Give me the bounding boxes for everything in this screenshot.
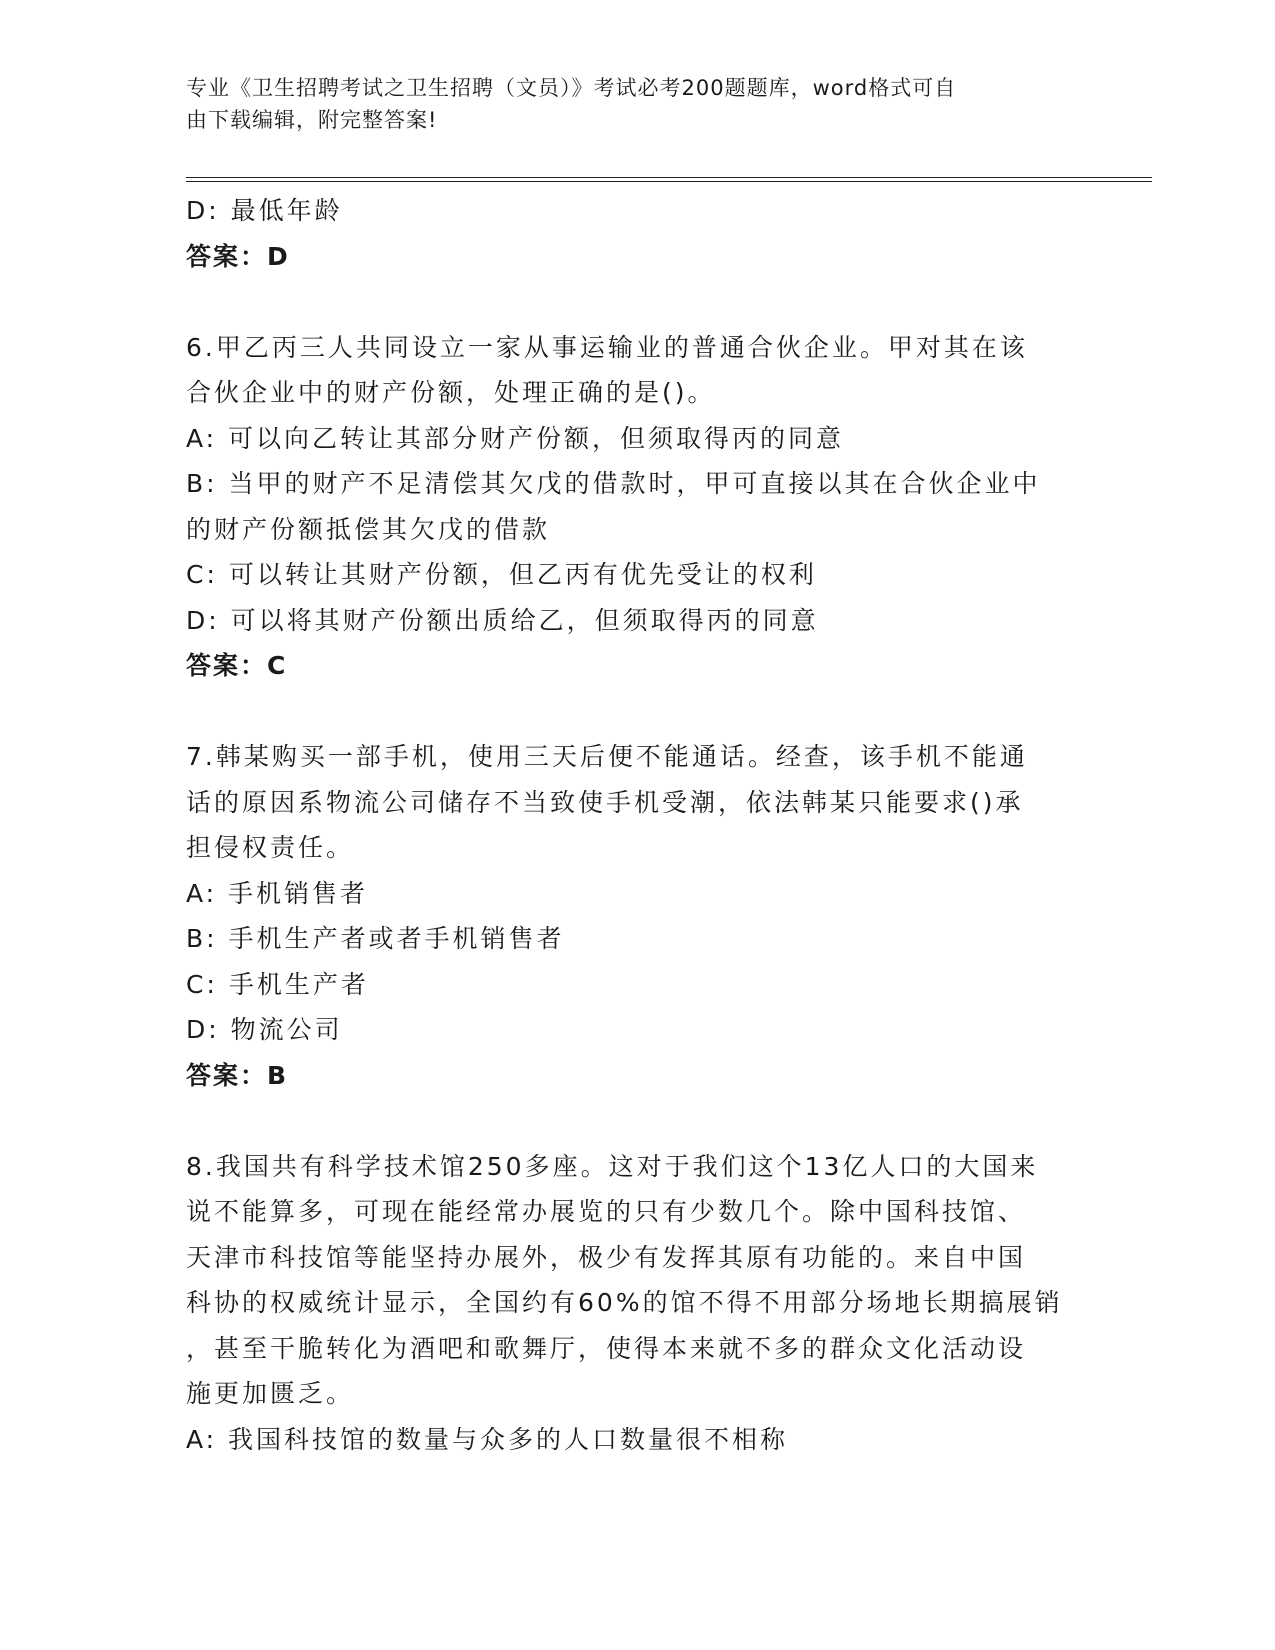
q7-option-c: C: 手机生产者 xyxy=(186,969,369,999)
q7-stem-line-3: 担侵权责任。 xyxy=(186,833,355,862)
q7-stem-line-1: 7.韩某购买一部手机，使用三天后便不能通话。经查，该手机不能通 xyxy=(186,742,1028,771)
q8-stem-line-6: 施更加匮乏。 xyxy=(186,1379,355,1408)
prev-answer: 答案：D xyxy=(186,241,290,271)
q6-stem-line-2: 合伙企业中的财产份额，处理正确的是()。 xyxy=(186,378,716,407)
header-line-2: 由下载编辑，附完整答案! xyxy=(186,108,438,132)
q8-stem-line-2: 说不能算多，可现在能经常办展览的只有少数几个。除中国科技馆、 xyxy=(186,1197,1027,1226)
header-divider-bottom xyxy=(186,181,1152,182)
q6-option-b-line-2: 的财产份额抵偿其欠戊的借款 xyxy=(186,514,551,544)
q8-stem-line-3: 天津市科技馆等能坚持办展外，极少有发挥其原有功能的。来自中国 xyxy=(186,1242,1027,1272)
q8-stem-line-4: 科协的权威统计显示，全国约有60%的馆不得不用部分场地长期搞展销 xyxy=(186,1288,1063,1317)
spacer xyxy=(186,1098,1086,1144)
q7-stem-line-2: 话的原因系物流公司储存不当致使手机受潮，依法韩某只能要求()承 xyxy=(186,787,1024,817)
document-header xyxy=(186,72,1066,136)
q6-option-d: D: 可以将其财产份额出质给乙，但须取得丙的同意 xyxy=(186,605,819,635)
document-body xyxy=(186,188,1086,1462)
q8-stem-line-5: ，甚至干脆转化为酒吧和歌舞厅，使得本来就不多的群众文化活动设 xyxy=(186,1333,1027,1363)
spacer xyxy=(186,689,1086,735)
q8-stem-line-1: 8.我国共有科学技术馆250多座。这对于我们这个13亿人口的大国来 xyxy=(186,1151,1039,1181)
q6-option-b-line-1: B: 当甲的财产不足清偿其欠戊的借款时，甲可直接以其在合伙企业中 xyxy=(186,469,1041,498)
q7-option-a: A: 手机销售者 xyxy=(186,878,369,908)
spacer xyxy=(186,279,1086,325)
header-line-1: 专业《卫生招聘考试之卫生招聘（文员）》考试必考200题题库，word格式可自 xyxy=(186,76,957,100)
q7-option-b: B: 手机生产者或者手机销售者 xyxy=(186,924,565,953)
prev-option-d: D: 最低年龄 xyxy=(186,196,343,225)
q6-option-a: A: 可以向乙转让其部分财产份额，但须取得丙的同意 xyxy=(186,423,845,453)
q6-stem-line-1: 6.甲乙丙三人共同设立一家从事运输业的普通合伙企业。甲对其在该 xyxy=(186,332,1028,362)
q6-answer: 答案：C xyxy=(186,651,288,680)
q6-option-c: C: 可以转让其财产份额，但乙丙有优先受让的权利 xyxy=(186,560,817,589)
q8-option-a: A: 我国科技馆的数量与众多的人口数量很不相称 xyxy=(186,1424,789,1454)
q7-option-d: D: 物流公司 xyxy=(186,1015,343,1044)
q7-answer: 答案：B xyxy=(186,1060,289,1090)
header-divider-top xyxy=(186,177,1152,178)
